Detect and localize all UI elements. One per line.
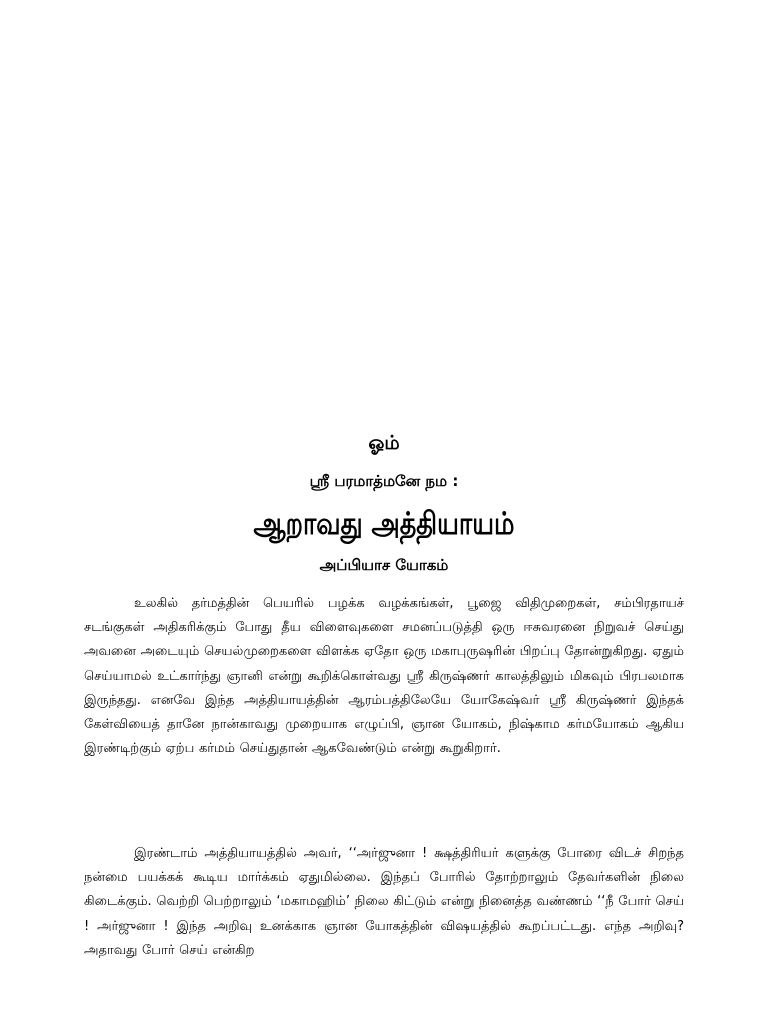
invocation-line: ஸ்ரீ பரமாத்மனே நம :	[309, 472, 459, 490]
om-heading: ஓம்	[368, 432, 400, 454]
paragraph: இரண்டாம் அத்தியாயத்தில் அவர், ‘‘அர்ஜுனா ! க்ஷத்திரியர் களுக்கு போரை விடச் சிறந்த நன்மை பயக்கக் கூடிய மார்க்கம் ஏதுமில்லை. இந்தப் போரில் தோற்றாலும் தேவர்களின் நிலை கிடைக்கும். வெற்றி பெற்றாலும் ‘மகாமஹிம்’ நிலை கிட்டும் என்று நினைத்த வண்ணம் ‘‘நீ போர் செய் ! அர்ஜுனா ! இந்த அறிவு உனக்காக ஞான யோகத்தின் விஷயத்தில் கூறப்பட்டது. எந்த அறிவு? அதாவது போர் செய் என்கிற	[84, 846, 684, 958]
paragraph: உலகில் தர்மத்தின் பெயரில் பழக்க வழக்கங்கள், பூஜை விதிமுறைகள், சம்பிரதாயச் சடங்குகள் அதிகரிக்கும் போது தீய விளைவுகளை சமனப்படுத்தி ஒரு ஈசுவரனை நிறுவச் செய்து அவனை அடையும் செயல்முறைகளை விளக்க ஏதோ ஒரு மகாபுருஷரின் பிறப்பு தோன்றுகிறது. ஏதும் செய்யாமல் உட்கார்ந்து ஞானி என்று கூறிக்கொள்வது ஸ்ரீ கிருஷ்ணர் காலத்திலும் மிகவும் பிரபலமாக இருந்தது. எனவே இந்த அத்தியாயத்தின் ஆரம்பத்திலேயே யோகேஷ்வர் ஸ்ரீ கிருஷ்ணர் இந்தக் கேள்வியைத் தானே நான்காவது முறையாக எழுப்பி, ஞான யோகம், நிஷ்காம கர்மயோகம் ஆகிய இரண்டிற்கும் ஏற்ப கர்மம் செய்துதான் ஆகவேண்டும் என்று கூறுகிறார்.	[84, 596, 684, 757]
chapter-title: ஆறாவது அத்தியாயம்	[253, 506, 515, 542]
yoga-title: அப்பியாச யோகம்	[319, 556, 449, 574]
